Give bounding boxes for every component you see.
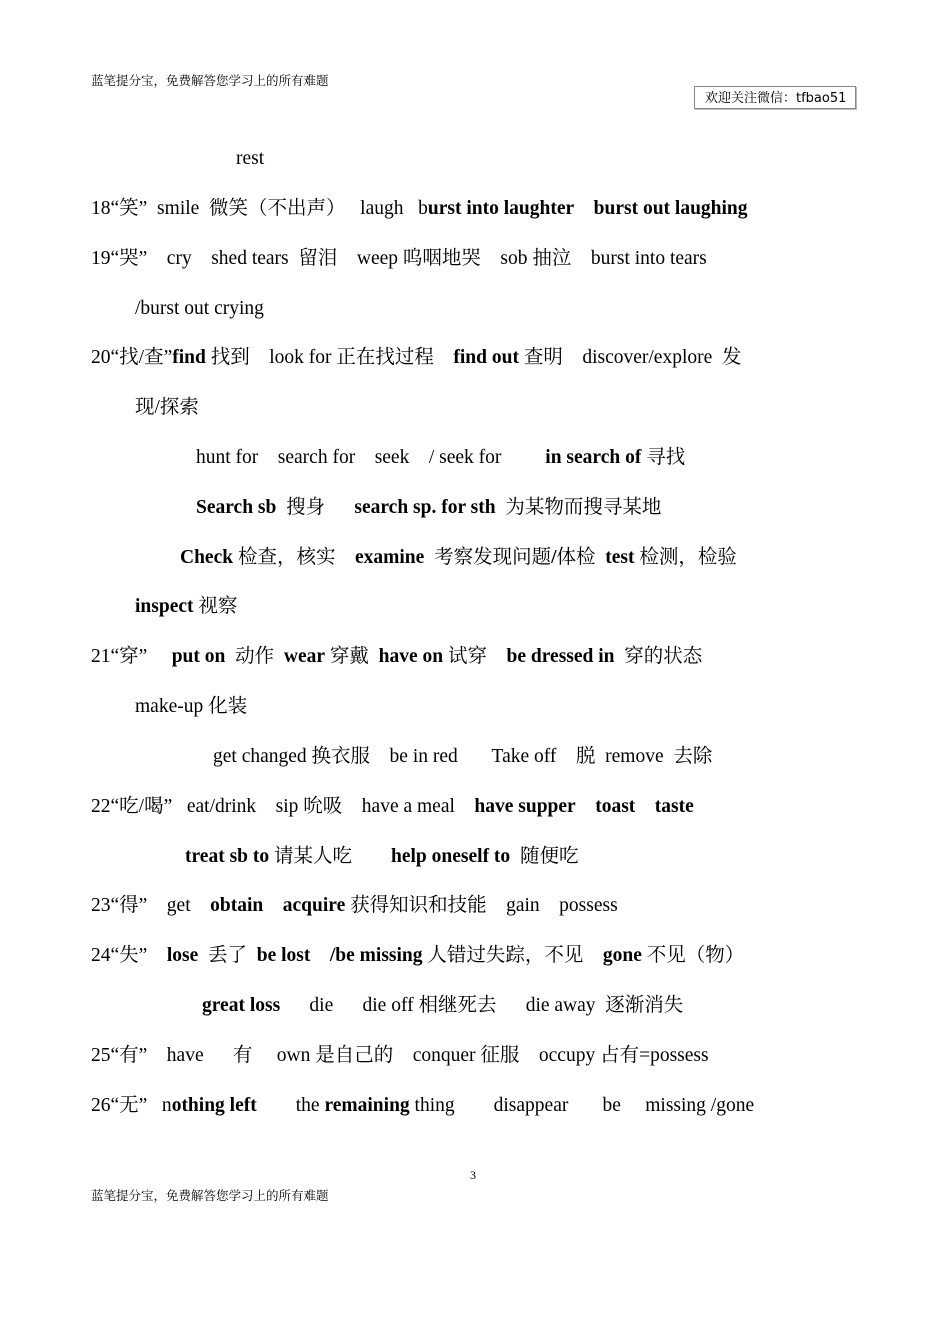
line-text-segment: /burst out crying [135,298,264,319]
vocab-line [135,297,264,321]
line-text-segment: 试穿 [443,646,507,667]
vocab-line [91,944,744,968]
line-text-segment: 人错过失踪，不见 [422,945,603,966]
line-text-segment: die die off 相继死去 die away 逐渐消失 [280,995,684,1016]
line-text-segment: hunt for search for seek / seek for [196,447,546,468]
line-text-segment: rest [236,148,265,169]
line-text-segment: have supper [474,796,576,817]
footer-note: 蓝笔提分宝，免费解答您学习上的所有难题 [91,1188,329,1203]
line-text-segment: inspect [135,596,194,617]
line-text-segment: 不见（物） [641,945,745,966]
line-text-segment: 18“笑” smile 微笑（不出声） laugh b [91,198,428,219]
wechat-stamp: 欢迎关注微信：tfbao51 [694,86,856,109]
line-text-segment: Check [180,547,234,568]
line-text-segment [310,945,330,966]
line-text-segment: /be missing [329,945,423,966]
line-text-segment: 19“哭” cry shed tears 留泪 weep 呜咽地哭 sob 抽泣 burst into tears [91,248,707,269]
line-text-segment: acquire [282,895,346,916]
page-number: 3 [470,1168,476,1182]
line-text-segment: the [256,1095,325,1116]
line-text-segment: 动作 [225,646,284,667]
line-text-segment: test [605,547,635,568]
line-text-segment [635,796,655,817]
line-text-segment: 23“得” get [91,895,211,916]
line-text-segment: 寻找 [641,447,686,468]
line-text-segment [576,796,596,817]
vocab-line [91,1094,754,1118]
line-text-segment: 考察发现问题 [424,547,552,568]
line-text-segment: put on [171,646,226,667]
line-text-segment: 请某人吃 [269,846,392,867]
line-text-segment: find out [453,347,519,368]
vocab-line [91,346,742,370]
line-text-segment: examine [354,547,425,568]
line-text-segment: thing disappear be missing /gone [409,1095,755,1116]
line-text-segment: 随便吃 [510,846,579,867]
line-text-segment: search sp. for sth [354,497,496,518]
vocab-line [135,396,199,420]
line-text-segment: 丢了 [198,945,257,966]
line-text-segment: make-up 化装 [135,696,248,717]
vocab-line [91,1044,709,1068]
line-text-segment: othing left [171,1095,257,1116]
line-text-segment: 26“无” n [91,1095,172,1116]
vocab-line [196,446,685,470]
line-text-segment: find [172,347,206,368]
line-text-segment: have on [378,646,444,667]
vocab-line [236,147,264,171]
line-text-segment: 20“找/查” [91,347,173,368]
vocab-line [91,645,702,669]
line-text-segment: urst into laughter [427,198,575,219]
line-text-segment: wear [283,646,326,667]
vocab-line [196,496,661,520]
line-text-segment: burst out laughing [593,198,748,219]
line-text-segment: in search of [545,447,642,468]
line-text-segment [263,895,283,916]
vocab-line [91,197,748,221]
line-text-segment: 22“吃/喝” eat/drink sip 吮吸 have a meal [91,796,475,817]
line-text-segment: Search sb [196,497,277,518]
vocab-line [185,845,578,869]
line-text-segment: 穿戴 [325,646,379,667]
line-text-segment: remaining [324,1095,410,1116]
line-text-segment: treat sb to [185,846,270,867]
vocab-line [91,795,694,819]
line-text-segment: great loss [202,995,281,1016]
line-text-segment: 25“有” have 有 own 是自己的 conquer 征服 occupy 占有=possess [91,1045,709,1066]
line-text-segment: 为某物而搜寻某地 [495,497,662,518]
vocab-line [91,247,707,271]
line-text-segment: 检查，核实 [233,547,355,568]
line-text-segment: 穿的状态 [614,646,703,667]
line-text-segment: get changed 换衣服 be in red Take off 脱 remove 去除 [213,746,713,767]
line-text-segment: 体检 [556,547,606,568]
vocab-line [213,745,712,769]
vocab-line [91,894,618,918]
line-text-segment: 视察 [193,596,238,617]
line-text-segment: be lost [256,945,311,966]
line-text-segment: 现/探索 [135,397,199,418]
line-text-segment: 获得知识和技能 gain possess [345,895,618,916]
line-text-segment: obtain [210,895,264,916]
line-text-segment: taste [654,796,694,817]
line-text-segment: be dressed in [506,646,615,667]
line-text-segment: gone [602,945,642,966]
line-text-segment: 找到 look for 正在找过程 [205,347,454,368]
line-text-segment: 查明 discover/explore 发 [518,347,742,368]
vocab-line [135,595,237,619]
line-text-segment: 检测，检验 [634,547,737,568]
line-text-segment: toast [595,796,636,817]
line-text-segment: help oneself to [391,846,511,867]
vocab-line [202,994,683,1018]
line-text-segment: 24“失” [91,945,167,966]
header-note: 蓝笔提分宝，免费解答您学习上的所有难题 [91,73,329,88]
line-text-segment [574,198,594,219]
line-text-segment: 21“穿” [91,646,172,667]
vocab-line [135,695,247,719]
line-text-segment: / [551,547,557,568]
line-text-segment: lose [166,945,199,966]
line-text-segment: 搜身 [276,497,355,518]
vocab-line [180,546,737,570]
